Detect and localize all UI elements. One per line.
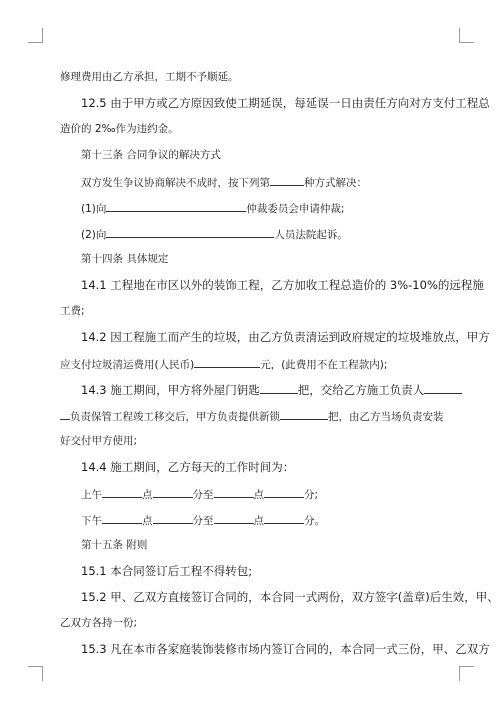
blank-am-end-minute[interactable] — [264, 486, 304, 498]
option-2-suffix: 人员法院起诉。 — [274, 229, 348, 241]
clause-12-5-line2: 造价的 2‰作为违约金。 — [60, 123, 179, 135]
blank-am-end-hour[interactable] — [214, 486, 254, 498]
clause-14-3-line2 — [60, 408, 444, 424]
dispute-resolution-line — [81, 174, 367, 190]
blank-court-name[interactable] — [106, 226, 274, 238]
blank-person-in-charge-cont[interactable] — [60, 408, 70, 420]
new-lock-prefix: 负责保管工程竣工移交后，甲方负责提供新锁 — [70, 411, 280, 423]
option-1-suffix: 仲裁委员会申请仲裁; — [246, 203, 345, 215]
new-lock-suffix: 把，由乙方当场负责安装 — [328, 411, 444, 423]
paragraph-repair-cost: 修理费用由乙方承担，工期不予顺延。 — [60, 71, 239, 83]
blank-arbitration-committee[interactable] — [106, 200, 246, 212]
am-hour-unit-1: 点 — [142, 489, 153, 501]
pm-hour-unit-2: 点 — [253, 515, 264, 527]
clause-15-2-line1: 15.2 甲、乙双方直接签订合同的，本合同一式两份，双方签字(盖章)后生效，甲、 — [81, 590, 499, 604]
option-1-prefix: (1)向 — [81, 203, 107, 215]
blank-new-lock-count[interactable] — [280, 408, 328, 420]
crop-mark-bottom-left — [28, 666, 43, 681]
blank-pm-start-hour[interactable] — [102, 512, 142, 524]
heading-article-13: 第十三条 合同争议的解决方式 — [81, 149, 221, 161]
clause-15-3-line1: 15.3 凡在本市各家庭装饰装修市场内签订合同的，本合同一式三份，甲、乙双方 — [81, 642, 490, 656]
keys-middle: 把，交给乙方施工负责人 — [297, 383, 425, 397]
pm-minute-end: 分。 — [304, 515, 325, 527]
crop-mark-bottom-right — [459, 666, 474, 681]
blank-pm-start-minute[interactable] — [153, 512, 193, 524]
clause-15-1: 15.1 本合同签订后工程不得转包; — [81, 564, 253, 578]
blank-am-start-hour[interactable] — [102, 486, 142, 498]
clause-14-4: 14.4 施工期间，乙方每天的工作时间为： — [81, 460, 295, 474]
blank-key-count[interactable] — [260, 382, 298, 394]
keys-prefix: 14.3 施工期间，甲方将外屋门钥匙 — [81, 383, 260, 397]
clause-15-2-line2: 乙双方各持一份; — [60, 617, 138, 629]
am-minute-to: 分至 — [192, 489, 214, 501]
garbage-fee-prefix: 应支付垃圾清运费用(人民币) — [60, 359, 195, 371]
am-minute-end: 分; — [304, 489, 319, 501]
blank-pm-end-minute[interactable] — [264, 512, 304, 524]
blank-pm-end-hour[interactable] — [214, 512, 254, 524]
arbitration-option-line — [81, 200, 344, 216]
afternoon-label: 下午 — [81, 515, 102, 527]
dispute-text-b: 种方式解决： — [304, 177, 367, 189]
garbage-fee-suffix: 元，(此费用不在工程款内); — [260, 359, 388, 371]
afternoon-hours-line — [81, 512, 325, 528]
am-hour-unit-2: 点 — [253, 489, 264, 501]
clause-12-5-line1: 12.5 由于甲方或乙方原因致使工期延误，每延误一日由责任方向对方支付工程总 — [81, 96, 490, 110]
morning-hours-line — [81, 486, 318, 502]
clause-14-2-line2 — [60, 356, 387, 372]
clause-14-2-line1: 14.2 因工程施工而产生的垃圾，由乙方负责清运到政府规定的垃圾堆放点，甲方 — [81, 330, 490, 344]
heading-article-14: 第十四条 具体规定 — [81, 253, 169, 265]
court-option-line — [81, 226, 348, 242]
pm-hour-unit-1: 点 — [142, 515, 153, 527]
heading-article-15: 第十五条 附则 — [81, 539, 148, 551]
crop-mark-top-right — [459, 28, 474, 43]
crop-mark-top-left — [28, 28, 43, 43]
blank-method-number[interactable] — [270, 174, 304, 186]
clause-14-3-line3: 好交付甲方使用; — [60, 435, 138, 447]
option-2-prefix: (2)向 — [81, 229, 107, 241]
clause-14-3-line1 — [81, 382, 462, 397]
blank-am-start-minute[interactable] — [153, 486, 193, 498]
clause-14-1-line2: 工费; — [60, 305, 85, 317]
blank-person-in-charge[interactable] — [424, 382, 462, 394]
clause-14-1-line1: 14.1 工程地在市区以外的装饰工程，乙方加收工程总造价的 3%-10%的远程施 — [81, 278, 484, 292]
pm-minute-to: 分至 — [192, 515, 214, 527]
blank-garbage-fee[interactable] — [194, 356, 260, 368]
dispute-text-a: 双方发生争议协商解决不成时，按下列第 — [81, 177, 270, 189]
morning-label: 上午 — [81, 489, 102, 501]
